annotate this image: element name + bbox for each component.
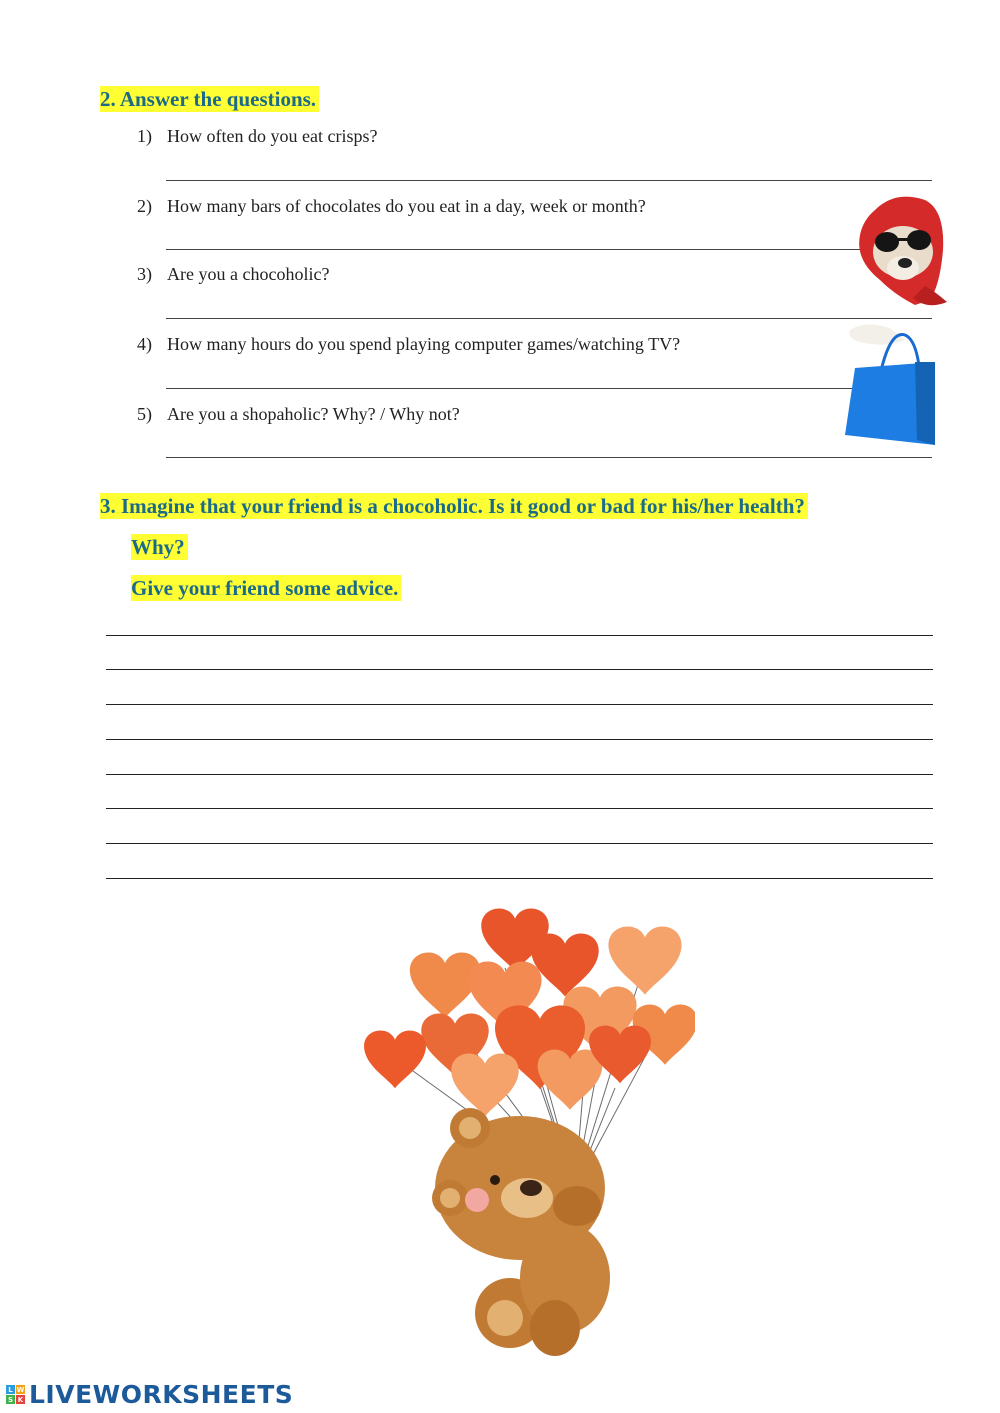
question-text: How many hours do you spend playing computer games/watching TV?: [167, 334, 681, 354]
question-number: 3): [137, 264, 152, 284]
writing-line-3[interactable]: [106, 704, 933, 705]
question-text: How often do you eat crisps?: [167, 126, 378, 146]
writing-line-7[interactable]: [106, 843, 933, 844]
question-number: 1): [137, 126, 152, 146]
question-text: How many bars of chocolates do you eat in a day, week or month?: [167, 196, 646, 216]
question-4: [137, 333, 680, 355]
dog-shopping-illustration: [835, 190, 995, 455]
question-5: [137, 403, 460, 425]
question-text: Are you a chocoholic?: [167, 264, 330, 284]
question-2: [137, 195, 646, 217]
writing-line-5[interactable]: [106, 774, 933, 775]
question-number: 2): [137, 196, 152, 216]
answer-line-1[interactable]: [166, 180, 932, 181]
question-number: 5): [137, 404, 152, 424]
logo-text: LIVEWORKSHEETS: [29, 1380, 294, 1409]
teddy-bear-balloons-illustration: [355, 888, 695, 1363]
answer-line-2[interactable]: [166, 249, 866, 250]
writing-line-1[interactable]: [106, 635, 933, 636]
question-number: 4): [137, 334, 152, 354]
answer-line-4[interactable]: [166, 388, 932, 389]
logo-mark-icon: L W S K: [7, 1385, 25, 1404]
writing-line-2[interactable]: [106, 669, 933, 670]
writing-line-6[interactable]: [106, 808, 933, 809]
question-3: [137, 263, 329, 285]
question-1: [137, 125, 377, 147]
answer-line-5[interactable]: [166, 457, 932, 458]
section-3-why: Why?: [131, 534, 188, 560]
section-3-advice: Give your friend some advice.: [131, 575, 401, 601]
section-2-title: 2. Answer the questions.: [100, 86, 319, 112]
writing-line-8[interactable]: [106, 878, 933, 879]
liveworksheets-logo[interactable]: [6, 1380, 293, 1409]
question-text: Are you a shopaholic? Why? / Why not?: [167, 404, 460, 424]
answer-line-3[interactable]: [166, 318, 932, 319]
writing-line-4[interactable]: [106, 739, 933, 740]
section-3-title: 3. Imagine that your friend is a chocoholic. Is it good or bad for his/her health?: [100, 493, 808, 519]
